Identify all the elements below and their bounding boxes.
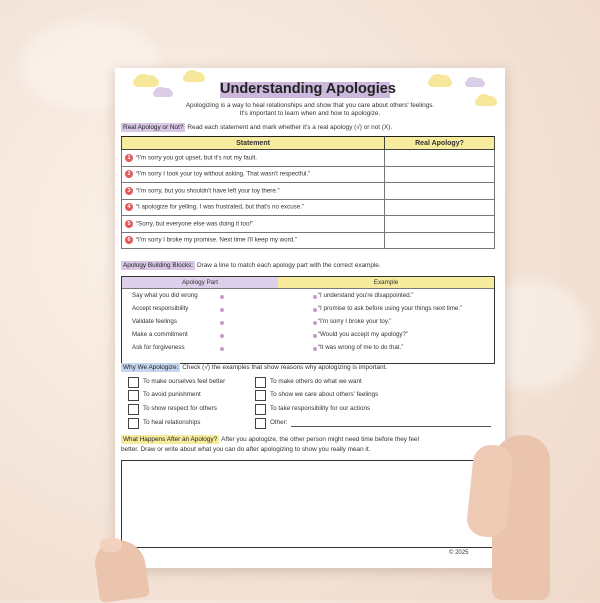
match-dot-right[interactable] — [313, 295, 317, 299]
statement-text: “I apologize for yelling. I was frustrated, but that's no excuse.” — [136, 203, 304, 211]
number-badge: 3 — [125, 187, 133, 195]
match-dot-left[interactable] — [220, 334, 224, 338]
section-instruction: Check (√) the examples that show reasons why apologizing is important. — [182, 364, 388, 371]
number-badge: 5 — [125, 220, 133, 228]
section-tag: Why We Apologize: — [123, 364, 179, 371]
statement-text: “I'm sorry I took your toy without asking. That wasn't respectful.” — [136, 170, 311, 178]
table-row — [122, 232, 495, 249]
left-thumb — [100, 538, 122, 552]
answer-cell[interactable] — [385, 183, 495, 200]
checkbox-label: To take responsibility for our actions — [270, 405, 371, 412]
cloud-decoration — [153, 90, 173, 97]
match-dot-right[interactable] — [313, 308, 317, 312]
checkbox-label: To heal relationships — [143, 419, 201, 426]
number-badge: 4 — [125, 203, 133, 211]
match-dot-left[interactable] — [220, 295, 224, 299]
section-why-apologize-heading — [121, 363, 387, 372]
apology-part-item: Accept responsibility — [132, 305, 189, 312]
statement-cell — [122, 232, 385, 249]
statement-cell — [122, 199, 385, 216]
checkbox-label: To avoid punishment — [143, 391, 201, 398]
checkbox[interactable] — [255, 377, 266, 388]
checkbox-label: To show we care about others' feelings — [270, 391, 379, 398]
column-header-apology-part: Apology Part — [122, 277, 278, 289]
match-dot-left[interactable] — [220, 308, 224, 312]
title-block — [220, 78, 396, 100]
table-row — [122, 150, 495, 167]
table-row — [122, 183, 495, 200]
column-header-statement: Statement — [122, 137, 385, 150]
cloud-decoration — [465, 80, 485, 87]
example-item: “Would you accept my apology?” — [318, 331, 408, 338]
other-write-line[interactable] — [291, 426, 491, 427]
statement-text: “I'm sorry, but you shouldn't have left your toy there.” — [136, 187, 280, 195]
example-item: “It was wrong of me to do that.” — [318, 344, 404, 351]
cloud-decoration — [133, 78, 159, 87]
intro-line-2: It's important to learn when and how to apologize. — [239, 110, 381, 117]
match-dot-left[interactable] — [220, 347, 224, 351]
number-badge: 2 — [125, 170, 133, 178]
match-dot-right[interactable] — [313, 334, 317, 338]
number-badge: 6 — [125, 236, 133, 244]
checkbox[interactable] — [128, 418, 139, 429]
table-row — [122, 199, 495, 216]
answer-cell[interactable] — [385, 199, 495, 216]
statement-cell — [122, 183, 385, 200]
answer-cell[interactable] — [385, 232, 495, 249]
section-instruction-line-2: better. Draw or write about what you can do after apologizing to show you really mean it. — [121, 446, 371, 453]
checkbox[interactable] — [128, 390, 139, 401]
checkbox-label: To make others do what we want — [270, 378, 362, 385]
checkbox[interactable] — [255, 418, 266, 429]
worksheet — [115, 68, 505, 568]
apology-part-item: Make a commitment — [132, 331, 188, 338]
example-item: “I understand you're disappointed.” — [318, 292, 414, 299]
statement-cell — [122, 166, 385, 183]
section-tag: What Happens After an Apology? — [123, 436, 218, 443]
checkbox[interactable] — [255, 390, 266, 401]
checkbox-label: To make ourselves feel better — [143, 378, 226, 385]
column-header-example: Example — [278, 277, 494, 289]
answer-cell[interactable] — [385, 216, 495, 233]
section-after-apology-heading — [121, 435, 419, 444]
section-instruction: Read each statement and mark whether it's a real apology (√) or not (X). — [187, 124, 393, 131]
cloud-decoration — [183, 74, 205, 82]
section-instruction: Draw a line to match each apology part with the correct example. — [196, 262, 381, 269]
apology-part-item: Ask for forgiveness — [132, 344, 185, 351]
apology-part-item: Validate feelings — [132, 318, 177, 325]
copyright: © 2025 — [449, 550, 469, 556]
drawing-area[interactable] — [121, 460, 495, 548]
section-instruction: After you apologize, the other person might need time before they feel — [221, 436, 420, 443]
checkbox-label: To show respect for others — [143, 405, 217, 412]
section-tag: Apology Building Blocks: — [123, 262, 193, 269]
checkbox-label: Other: — [270, 419, 288, 426]
real-apology-table — [121, 136, 495, 249]
match-dot-right[interactable] — [313, 321, 317, 325]
statement-cell — [122, 150, 385, 167]
table-row — [122, 166, 495, 183]
match-dot-left[interactable] — [220, 321, 224, 325]
number-badge: 1 — [125, 154, 133, 162]
example-item: “I promise to ask before using your things next time.” — [318, 305, 463, 312]
table-row — [122, 216, 495, 233]
statement-text: “I'm sorry I broke my promise. Next time I'll keep my word.” — [136, 236, 297, 244]
answer-cell[interactable] — [385, 166, 495, 183]
answer-cell[interactable] — [385, 150, 495, 167]
cloud-decoration — [428, 78, 452, 87]
page-title: Understanding Apologies — [220, 81, 396, 97]
checkbox[interactable] — [128, 377, 139, 388]
example-item: “I'm sorry I broke your toy.” — [318, 318, 392, 325]
checkbox[interactable] — [128, 404, 139, 415]
section-building-blocks-heading — [121, 261, 381, 270]
match-dot-right[interactable] — [313, 347, 317, 351]
statement-text: “I'm sorry you got upset, but it's not my fault. — [136, 154, 258, 162]
checkbox[interactable] — [255, 404, 266, 415]
statement-cell — [122, 216, 385, 233]
matching-box — [121, 276, 495, 364]
statement-text: “Sorry, but everyone else was doing it too!” — [136, 220, 254, 228]
section-real-apology-heading — [121, 123, 392, 132]
section-tag: Real Apology or Not? — [123, 124, 184, 131]
apology-part-item: Say what you did wrong — [132, 292, 198, 299]
column-header-real-apology: Real Apology? — [385, 137, 495, 150]
intro-line-1: Apologizing is a way to heal relationships and show that you care about others' feelings. — [185, 102, 435, 109]
